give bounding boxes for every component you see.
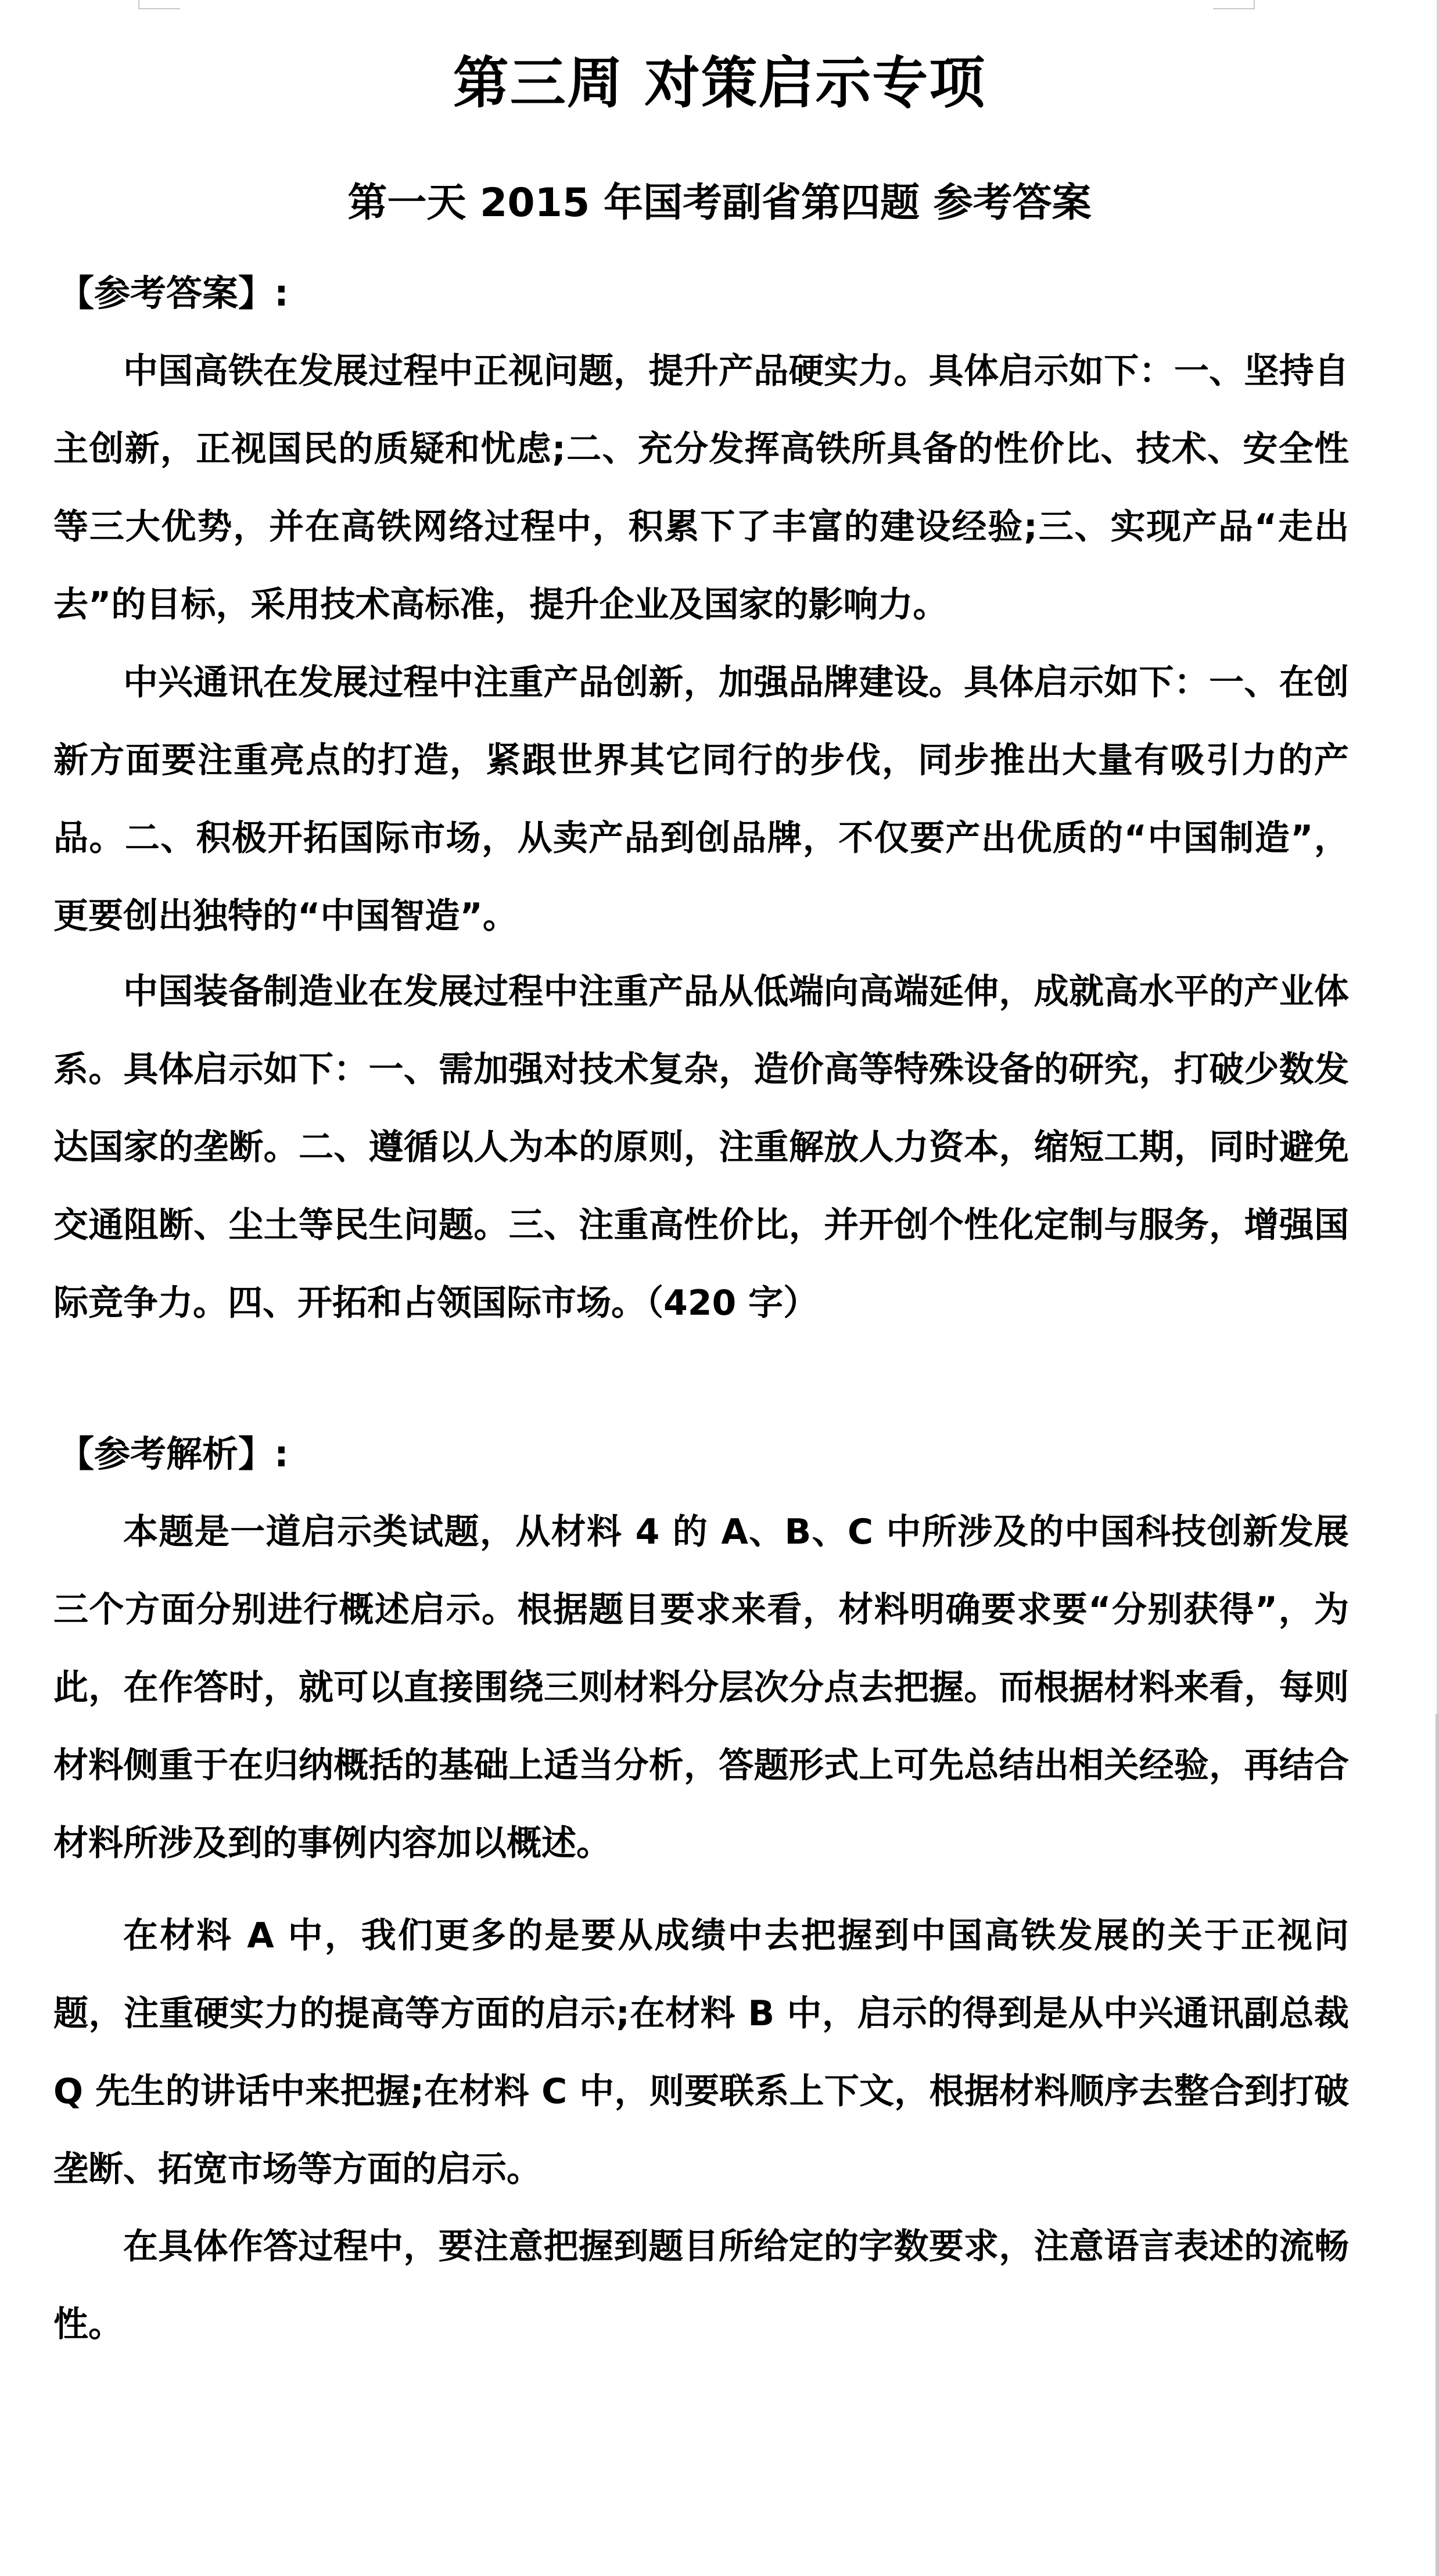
analysis-paragraph-3: 在具体作答过程中，要注意把握到题目所给定的字数要求，注意语言表述的流畅性。	[53, 2226, 1349, 2345]
page-subtitle: 第一天 2015 年国考副省第四题 参考答案	[347, 180, 1092, 226]
answer-paragraph-1: 中国高铁在发展过程中正视问题，提升产品硬实力。具体启示如下：一、坚持自主创新，正视国民的质疑和忧虑;二、充分发挥高铁所具备的性价比、技术、安全性等三大优势，并在高铁网络过程中，积累下了丰富的建设经验;三、实现产品“走出去”的目标，采用技术高标准，提升企业及国家的影响力。	[53, 351, 1349, 625]
answer-paragraph-2: 中兴通讯在发展过程中注重产品创新，加强品牌建设。具体启示如下：一、在创新方面要注重亮点的打造，紧跟世界其它同行的步伐，同步推出大量有吸引力的产品。二、积极开拓国际市场，从卖产品到创品牌，不仅要产出优质的“中国制造”，更要创出独特的“中国智造”。	[53, 662, 1349, 937]
analysis-label: 【参考解析】:	[58, 1433, 289, 1475]
page-title: 第三周 对策启示专项	[453, 51, 986, 116]
analysis-paragraph-1: 本题是一道启示类试题，从材料 4 的 A、B、C 中所涉及的中国科技创新发展三个方面分别进行概述启示。根据题目要求来看，材料明确要求要“分别获得”，为此，在作答时，就可以直接围绕三则材料分层次分点去把握。而根据材料来看，每则材料侧重于在归纳概括的基础上适当分析，答题形式上可先总结出相关经验，再结合材料所涉及到的事例内容加以概述。	[53, 1512, 1349, 1864]
answer-paragraph-3: 中国装备制造业在发展过程中注重产品从低端向高端延伸，成就高水平的产业体系。具体启示如下：一、需加强对技术复杂，造价高等特殊设备的研究，打破少数发达国家的垄断。二、遵循以人为本的原则，注重解放人力资本，缩短工期，同时避免交通阻断、尘土等民生问题。三、注重高性价比，并开创个性化定制与服务，增强国际竞争力。四、开拓和占领国际市场。（420 字）	[53, 971, 1349, 1323]
answer-label: 【参考答案】:	[58, 272, 289, 314]
crop-mark-right	[1213, 0, 1255, 9]
analysis-paragraph-2: 在材料 A 中，我们更多的是要从成绩中去把握到中国高铁发展的关于正视问题，注重硬实力的提高等方面的启示;在材料 B 中，启示的得到是从中兴通讯副总裁 Q 先生的讲话中来把握;在材料 C 中，则要联系上下文，根据材料顺序去整合到打破垄断、拓宽市场等方面的启示。	[53, 1915, 1349, 2190]
crop-mark-left	[138, 0, 180, 9]
page-edge-lower	[1436, 1714, 1439, 2576]
